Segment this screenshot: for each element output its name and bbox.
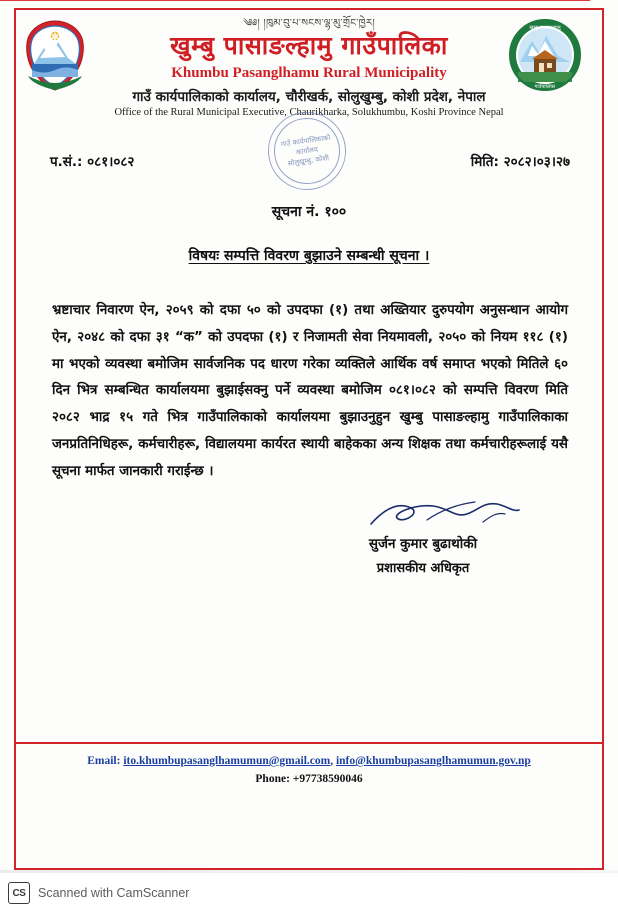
border-bottom-inner — [0, 0, 590, 1]
footer-email-line — [16, 752, 602, 770]
notice-body: भ्रष्टाचार निवारण ऐन, २०५९ को दफा ५० को उपदफा (१) तथा अख्तियार दुरुपयोग अनुसन्धान आयोग ऐन, २०४८ को दफा ३१ “क” को उपदफा (१) र निजामती सेवा नियमावली, २०५० को नियम ११८ (१) मा भएको व्यवस्था बमोजिम सार्वजनिक पद धारण गरेका व्यक्तिले आर्थिक वर्ष समाप्त भएको मितिले ६० दिन भित्र सम्बन्धित कार्यालयमा बुझाईसक्नु पर्ने व्यवस्था बमोजिम ०८१।०८२ को सम्पत्ति विवरण मिति २०८२ भाद्र १५ गते भित्र गाउँपालिकाको कार्यालयमा बुझाउनुहुन खुम्बु पासाङल्हामु गाउँपालिकाका जनप्रतिनिधिहरू, कर्मचारीहरू, विद्यालयमा कार्यरत स्थायी बाहेकका अन्य शिक्षक तथा कर्मचारीहरूलाई यसै सूचना मार्फत जानकारी गराईन्छ । — [52, 303, 568, 479]
email-address-primary[interactable]: ito.khumbupasanglhamumun@gmail.com — [123, 755, 331, 767]
border-left — [14, 8, 16, 870]
notice-number: सूचना नं. १०० — [271, 204, 347, 220]
scan-edge — [0, 870, 618, 873]
document-date: मिति: २०८२।०३।२७ — [470, 154, 570, 170]
office-address-english: Office of the Rural Municipal Executive, Chaurikharka, Solukhumbu, Koshi Province Nepal — [114, 107, 504, 119]
camscanner-watermark-text: Scanned with CamScanner — [38, 886, 190, 900]
office-address-nepali: गाउँ कार्यपालिकाको कार्यालय, चौरीखर्क, सोलुखुम्बु, कोशी प्रदेश, नेपाल — [132, 89, 486, 106]
handwritten-signature-icon — [298, 498, 548, 532]
svg-text:गाउँपालिका: गाउँपालिका — [534, 84, 556, 90]
reference-number: प.सं.: ०८१।०८२ — [50, 154, 135, 170]
footer — [16, 752, 602, 785]
letterhead — [16, 10, 602, 118]
camscanner-watermark-bar — [0, 876, 618, 910]
stamp-line-2: कार्यालय — [295, 145, 319, 157]
footer-phone: Phone: +97738590046 — [255, 773, 363, 786]
email-address-secondary[interactable]: info@khumbupasanglhamumun.gov.np — [335, 755, 531, 767]
municipality-name-english: Khumbu Pasanglhamu Rural Municipality — [171, 65, 447, 82]
official-round-stamp — [263, 107, 351, 195]
signature-block — [298, 498, 548, 576]
reference-row — [50, 152, 570, 170]
tibetan-script-line: ༄༅། །ཁུམ་བུ་པ་སངས་ལྷ་མུ་གྲོང་ཁྱེར། — [242, 18, 376, 29]
email-label: Email: — [87, 755, 121, 767]
signatory-designation: प्रशासकीय अधिकृत — [376, 561, 470, 576]
border-right — [602, 8, 604, 870]
email-separator: , — [330, 755, 334, 767]
camscanner-logo-icon: CS — [8, 882, 30, 904]
stamp-line-1: गाउँ कार्यपालिकाको — [280, 133, 331, 149]
signatory-name: सुर्जन कुमार बुढाथोकी — [368, 536, 478, 552]
footer-divider — [16, 742, 602, 744]
svg-text:खुम्बु पासाङल्हामु: खुम्बु पासाङल्हामु — [529, 25, 561, 31]
notice-subject: विषयः सम्पत्ति विवरण बुझाउने सम्बन्धी सूचना । — [188, 248, 430, 264]
stamp-line-3: सोलुखुम्बु, कोशी — [287, 154, 330, 168]
municipality-name-nepali: खुम्बु पासाङल्हामु गाउँपालिका — [170, 31, 448, 60]
